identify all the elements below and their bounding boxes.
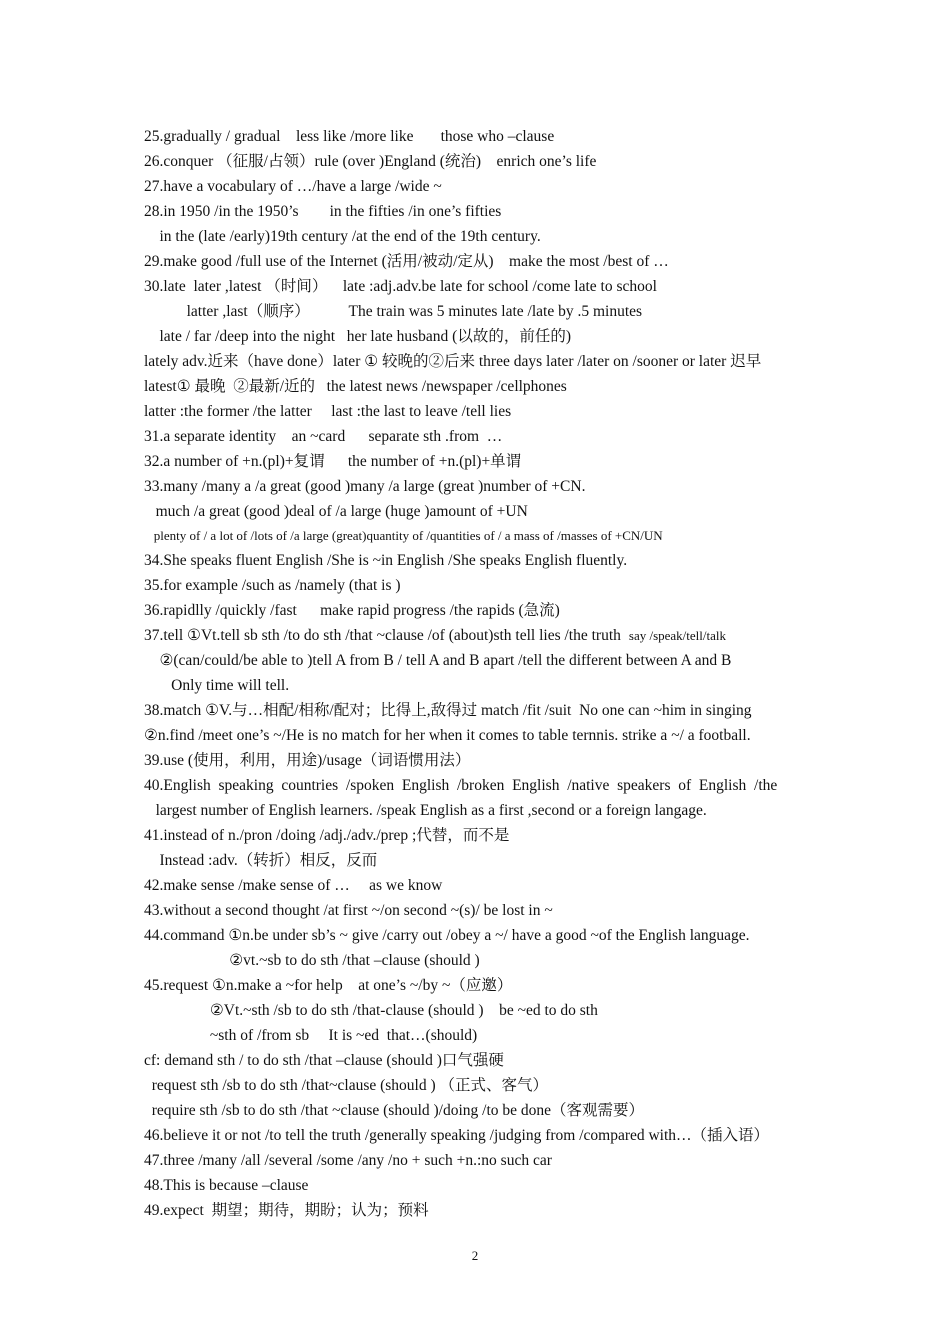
text-line: require sth /sb to do sth /that ~clause (should )/doing /to be done（客观需要）	[144, 1102, 645, 1119]
text-line: latest① 最晚 ②最新/近的 the latest news /newspaper /cellphones	[144, 378, 567, 395]
text-line: 27.have a vocabulary of …/have a large /wide ~	[144, 178, 442, 195]
text-line: cf: demand sth / to do sth /that –clause (should )口气强硬	[144, 1052, 504, 1069]
text-line: ~sth of /from sb It is ~ed that…(should)	[144, 1027, 478, 1044]
text-line: 25.gradually / gradual less like /more like those who –clause	[144, 128, 555, 145]
text-line: 41.instead of n./pron /doing /adj./adv./prep ;代替，而不是	[144, 827, 510, 844]
text-line: 44.command ①n.be under sb’s ~ give /carry out /obey a ~/ have a good ~of the English language.	[144, 927, 750, 944]
page-number: 2	[471, 1248, 479, 1263]
text-line: 34.She speaks fluent English /She is ~in English /She speaks English fluently.	[144, 552, 628, 569]
text-line: in the (late /early)19th century /at the end of the 19th century.	[144, 228, 541, 245]
text-line: Instead :adv.（转折）相反，反而	[144, 852, 378, 869]
text-line: 31.a separate identity an ~card separate sth .from …	[144, 428, 503, 445]
text-line: 30.late later ,latest （时间） late :adj.adv.be late for school /come late to school	[144, 278, 657, 295]
text-line: 28.in 1950 /in the 1950’s in the fifties /in one’s fifties	[144, 203, 502, 220]
text-line: request sth /sb to do sth /that~clause (should ) （正式、客气）	[144, 1077, 549, 1094]
text-line: 29.make good /full use of the Internet (活用/被动/定从) make the most /best of …	[144, 253, 669, 270]
text-line: largest number of English learners. /speak English as a first ,second or a foreign langage.	[144, 802, 707, 819]
text-line: much /a great (good )deal of /a large (huge )amount of +UN	[144, 503, 528, 520]
text-line: 43.without a second thought /at first ~/on second ~(s)/ be lost in ~	[144, 902, 553, 919]
text-line: 47.three /many /all /several /some /any /no + such +n.:no such car	[144, 1152, 552, 1169]
text-line: 39.use (使用，利用，用途)/usage（词语惯用法）	[144, 752, 471, 769]
text-line: 46.believe it or not /to tell the truth /generally speaking /judging from /compared with…（插入语）	[144, 1127, 770, 1144]
text-line: latter ,last（顺序） The train was 5 minutes late /late by .5 minutes	[144, 303, 643, 320]
text-line: 49.expect 期望；期待，期盼；认为；预料	[144, 1202, 429, 1219]
text-line: plenty of / a lot of /lots of /a large (great)quantity of /quantities of / a mass of /masses of +CN/UN	[144, 528, 663, 543]
text-line: 36.rapidlly /quickly /fast make rapid progress /the rapids (急流)	[144, 602, 560, 619]
text-line: 26.conquer （征服/占领）rule (over )England (统治) enrich one’s life	[144, 153, 597, 170]
text-line: 32.a number of +n.(pl)+复谓 the number of +n.(pl)+单谓	[144, 453, 522, 470]
text-line: Only time will tell.	[144, 677, 290, 694]
text-line: 45.request ①n.make a ~for help at one’s ~/by ~（应邀）	[144, 977, 513, 994]
text-line: lately adv.近来（have done）later ① 较晚的②后来 three days later /later on /sooner or later 迟早	[144, 353, 762, 370]
text-line: 40.English speaking countries /spoken English /broken English /native speakers of English /the	[144, 777, 778, 794]
text-line: latter :the former /the latter last :the last to leave /tell lies	[144, 403, 512, 420]
text-line	[144, 626, 820, 646]
text-line: 35.for example /such as /namely (that is )	[144, 577, 401, 594]
text-segment: 37.tell ①Vt.tell sb sth /to do sth /that ~clause /of (about)sth tell lies /the truth	[144, 627, 621, 644]
text-line: late / far /deep into the night her late husband (以故的，前任的)	[144, 328, 572, 345]
text-line: 33.many /many a /a great (good )many /a large (great )number of +CN.	[144, 478, 586, 495]
text-line: 38.match ①V.与…相配/相称/配对；比得上,敌得过 match /fit /suit No one can ~him in singing	[144, 702, 752, 719]
text-line: ②(can/could/be able to )tell A from B / tell A and B apart /tell the different between A and B	[144, 652, 732, 669]
text-line: 42.make sense /make sense of … as we know	[144, 877, 443, 894]
text-line: ②vt.~sb to do sth /that –clause (should )	[144, 952, 480, 969]
text-line: 48.This is because –clause	[144, 1177, 309, 1194]
text-line: ②Vt.~sth /sb to do sth /that-clause (should ) be ~ed to do sth	[144, 1002, 598, 1019]
text-line: ②n.find /meet one’s ~/He is no match for her when it comes to table ternnis. strike a ~/ a football.	[144, 727, 751, 744]
text-segment: say /speak/tell/talk	[628, 628, 727, 643]
